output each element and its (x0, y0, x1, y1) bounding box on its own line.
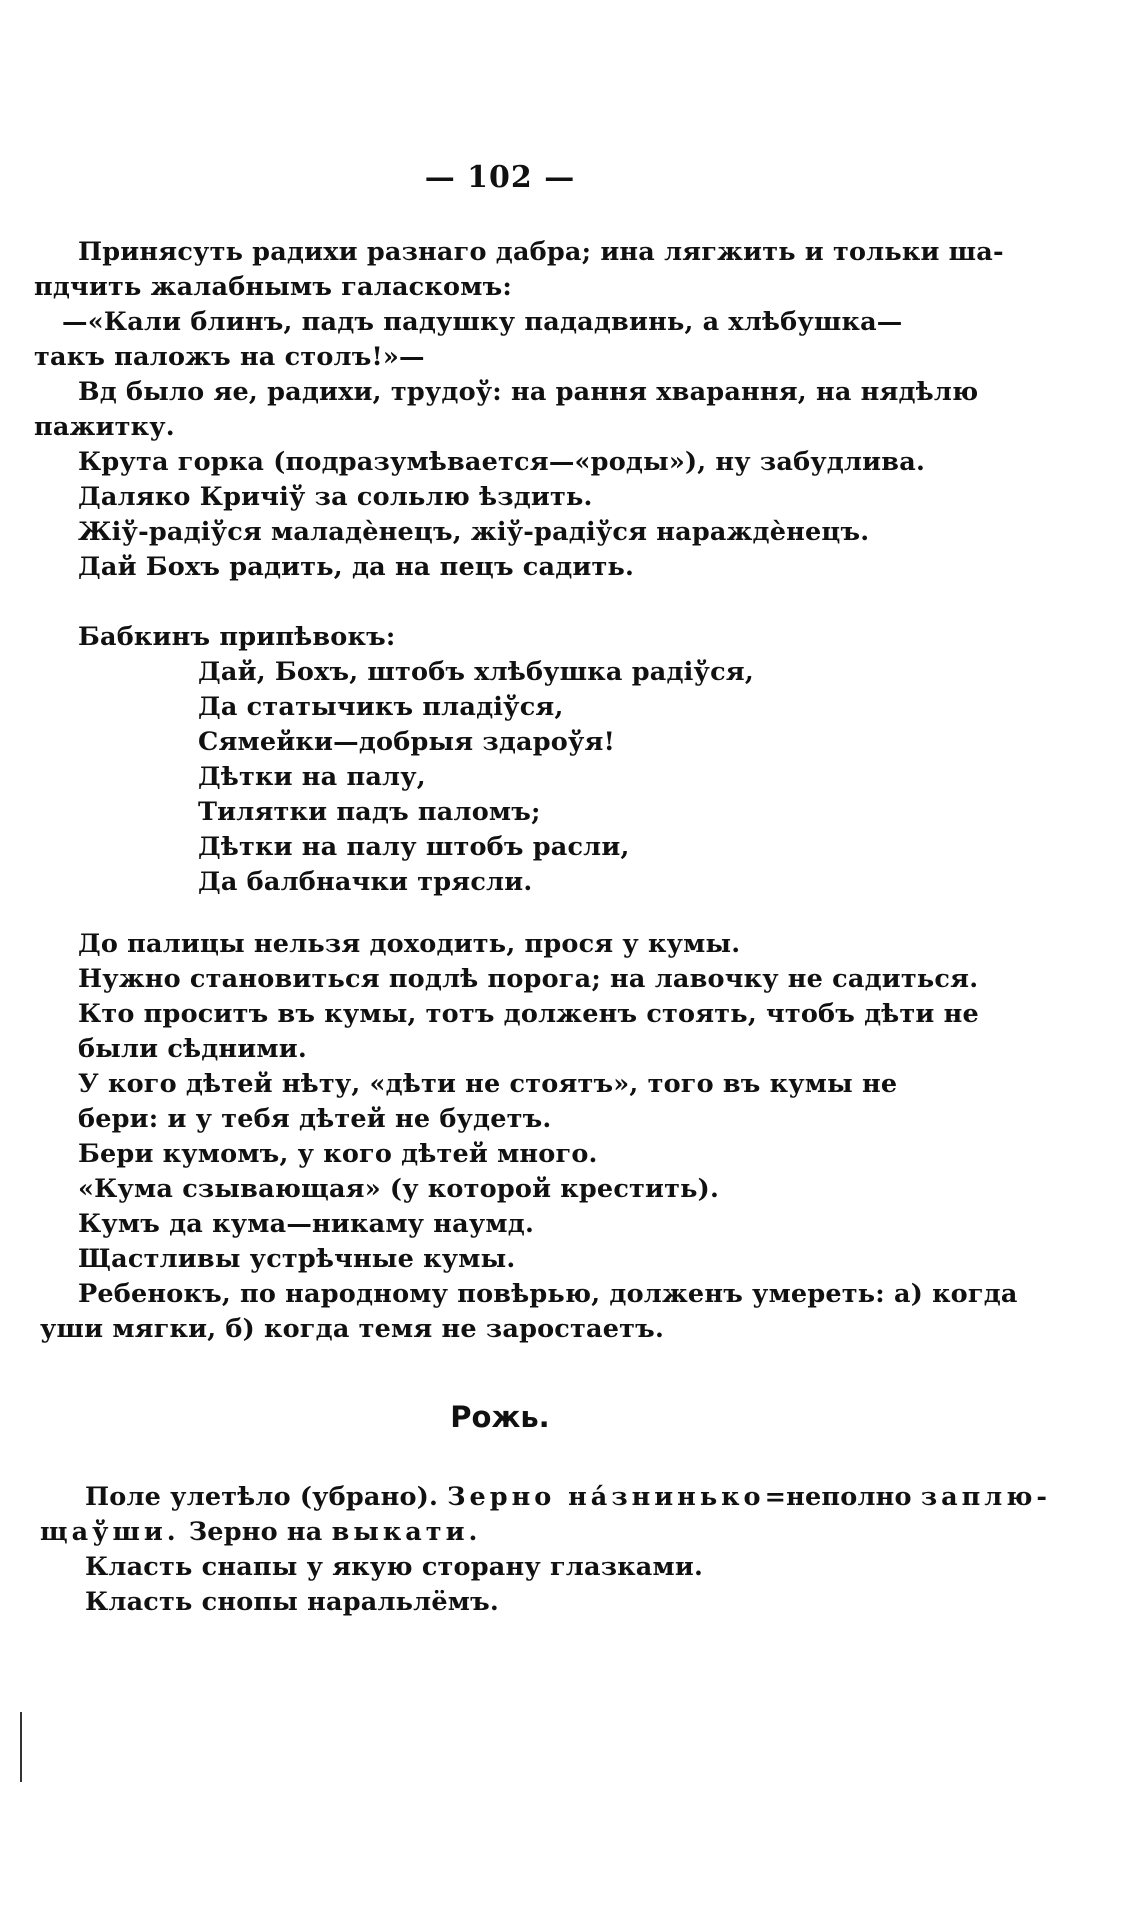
text-line: пдчить жалабнымъ галаскомъ: (34, 272, 512, 302)
page-number: — 102 — (424, 160, 576, 195)
text-line: бери: и у тебя дѣтей не будетъ. (78, 1104, 552, 1134)
text-line: До палицы нельзя доходить, прося у кумы. (78, 929, 741, 959)
text-line: такъ паложъ на столъ!»— (34, 342, 425, 372)
verse-intro: Бабкинъ припѣвокъ: (78, 622, 396, 652)
text-segment: =неполно (764, 1482, 912, 1512)
text-line: Жіў-радіўся маладѐнецъ, жіў-радіўся нараждѐнецъ. (78, 517, 870, 547)
text-segment-spaced: заплю- (920, 1482, 1052, 1512)
text-line: Крута горка (подразумѣвается—«роды»), ну забудлива. (78, 447, 926, 477)
text-line: Кумъ да кума—никаму наумд. (78, 1209, 535, 1239)
text-segment: Поле улетѣло (убрано). (85, 1482, 439, 1512)
text-line: Дай Бохъ радить, да на пецъ садить. (78, 552, 635, 582)
text-line: Кто проситъ въ кумы, тотъ долженъ стоять, чтобъ дѣти не (78, 999, 979, 1029)
text-line: были сѣдними. (78, 1034, 307, 1064)
text-line (40, 1517, 482, 1547)
text-line: У кого дѣтей нѣту, «дѣти не стоятъ», того въ кумы не (78, 1069, 898, 1099)
verse-line: Дѣтки на палу штобъ расли, (198, 832, 630, 862)
text-line: «Кума сзывающая» (у которой крестить). (78, 1174, 720, 1204)
verse-line: Дай, Бохъ, штобъ хлѣбушка радіўся, (198, 657, 754, 687)
text-line (85, 1482, 1052, 1512)
text-line: пажитку. (34, 412, 175, 442)
text-line: Класть снапы у якую сторану глазками. (85, 1552, 704, 1582)
text-line: Щастливы устрѣчные кумы. (78, 1244, 516, 1274)
text-segment: Зерно на (188, 1517, 323, 1547)
text-line: Класть снопы наральлёмъ. (85, 1587, 499, 1617)
text-line: Нужно становиться подлѣ порога; на лавочку не садиться. (78, 964, 979, 994)
text-segment-spaced: щаўши. (40, 1517, 180, 1547)
text-line: Вд было яе, радихи, трудоў: на рання хварання, на нядѣлю (78, 377, 979, 407)
text-line: Бери кумомъ, у кого дѣтей много. (78, 1139, 598, 1169)
text-line: Даляко Кричіў за сольлю ѣздить. (78, 482, 593, 512)
text-line: —«Кали блинъ, падъ падушку пададвинь, а хлѣбушка— (62, 307, 903, 337)
text-line: Ребенокъ, по народному повѣрью, долженъ умереть: а) когда (78, 1279, 1018, 1309)
verse-line: Да статычикъ пладіўся, (198, 692, 564, 722)
text-segment-spaced: выкати. (331, 1517, 482, 1547)
verse-line: Дѣтки на палу, (198, 762, 426, 792)
verse-line: Тилятки падъ паломъ; (198, 797, 541, 827)
section-heading: Рожь. (450, 1400, 550, 1434)
margin-mark (20, 1712, 22, 1782)
verse-line: Сямейки—добрыя здароўя! (198, 727, 615, 757)
text-line: Принясуть радихи разнаго дабра; ина лягжить и тольки ша- (78, 237, 1004, 267)
verse-line: Да балбначки трясли. (198, 867, 533, 897)
text-segment-spaced: Зерно на́знинько (447, 1482, 765, 1512)
text-line: уши мягки, б) когда темя не заростаетъ. (40, 1314, 665, 1344)
